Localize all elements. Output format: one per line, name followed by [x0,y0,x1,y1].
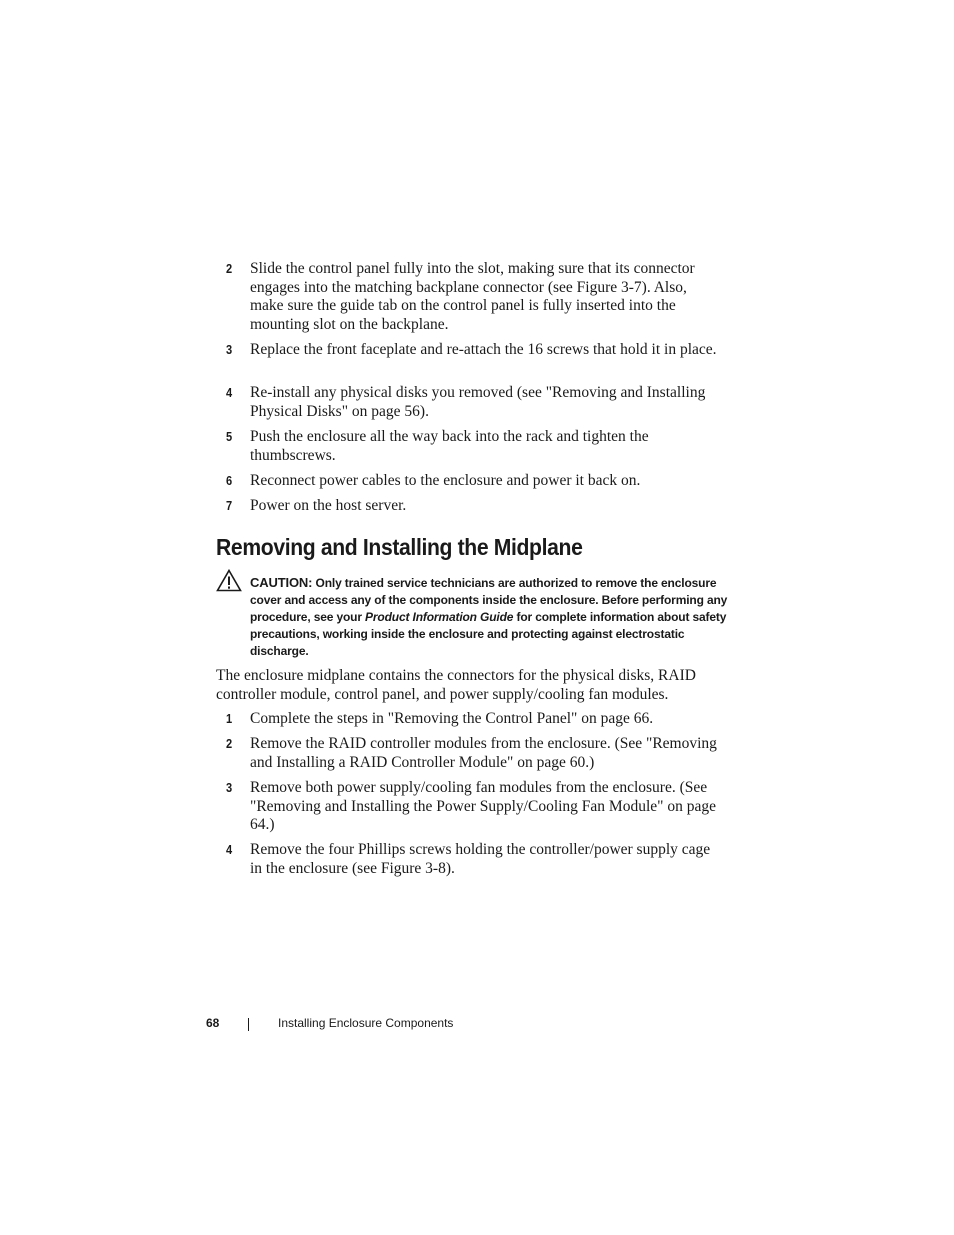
step-text: Slide the control panel fully into the slot, making sure that its connector engages into the matching backplane connector (see Figure 3-7). Also, make sure the guide tab on the control panel is fully inserted into the mounting slot on the backplane. [250,260,695,334]
step-number: 3 [226,780,233,795]
caution-label: CAUTION: [250,575,313,590]
step-text: Re-install any physical disks you removed (see "Removing and Installing Physical Disks" on page 56). [250,384,706,420]
section-title: Removing and Installing the Midplane [216,534,583,560]
caution-notice [250,574,730,660]
step-number: 4 [226,385,233,400]
step-number: 2 [226,736,233,751]
step-number: 4 [226,842,233,857]
step-text: Push the enclosure all the way back into the rack and tighten the thumbscrews. [250,428,649,464]
step-number: 3 [226,342,233,357]
step-number: 7 [226,498,233,513]
page-number: 68 [206,1016,220,1030]
step-text: Remove the RAID controller modules from the enclosure. (See "Removing and Installing a RAID Controller Module" on page 60.) [250,735,717,771]
footer-divider [248,1018,249,1031]
step-text: Remove the four Phillips screws holding the controller/power supply cage in the enclosure (see Figure 3-8). [250,841,711,877]
chapter-title: Installing Enclosure Components [278,1016,454,1030]
intro-paragraph: The enclosure midplane contains the connectors for the physical disks, RAID controller module, control panel, and power supply/cooling fan modules. [216,667,696,703]
caution-text: Only trained service technicians are authorized to remove the enclosure cover and access any of the components inside the enclosure. Before performing any procedure, see your [250,576,728,624]
caution-text-end: for complete information about safety precautions, working inside the enclosure and protecting against electrostatic discharge. [250,610,727,658]
step-number: 6 [226,473,233,488]
step-number: 2 [226,261,233,276]
step-number: 5 [226,429,233,444]
step-text: Reconnect power cables to the enclosure and power it back on. [250,472,641,489]
step-text: Power on the host server. [250,497,407,514]
step-text: Complete the steps in "Removing the Control Panel" on page 66. [250,710,654,727]
step-text: Replace the front faceplate and re-attach the 16 screws that hold it in place. [250,341,717,358]
step-text: Remove both power supply/cooling fan modules from the enclosure. (See "Removing and Installing the Power Supply/Cooling Fan Module" on page 64.) [250,779,716,834]
warning-triangle-icon [216,569,242,592]
step-number: 1 [226,711,233,726]
caution-doc-title: Product Information Guide [365,610,514,624]
